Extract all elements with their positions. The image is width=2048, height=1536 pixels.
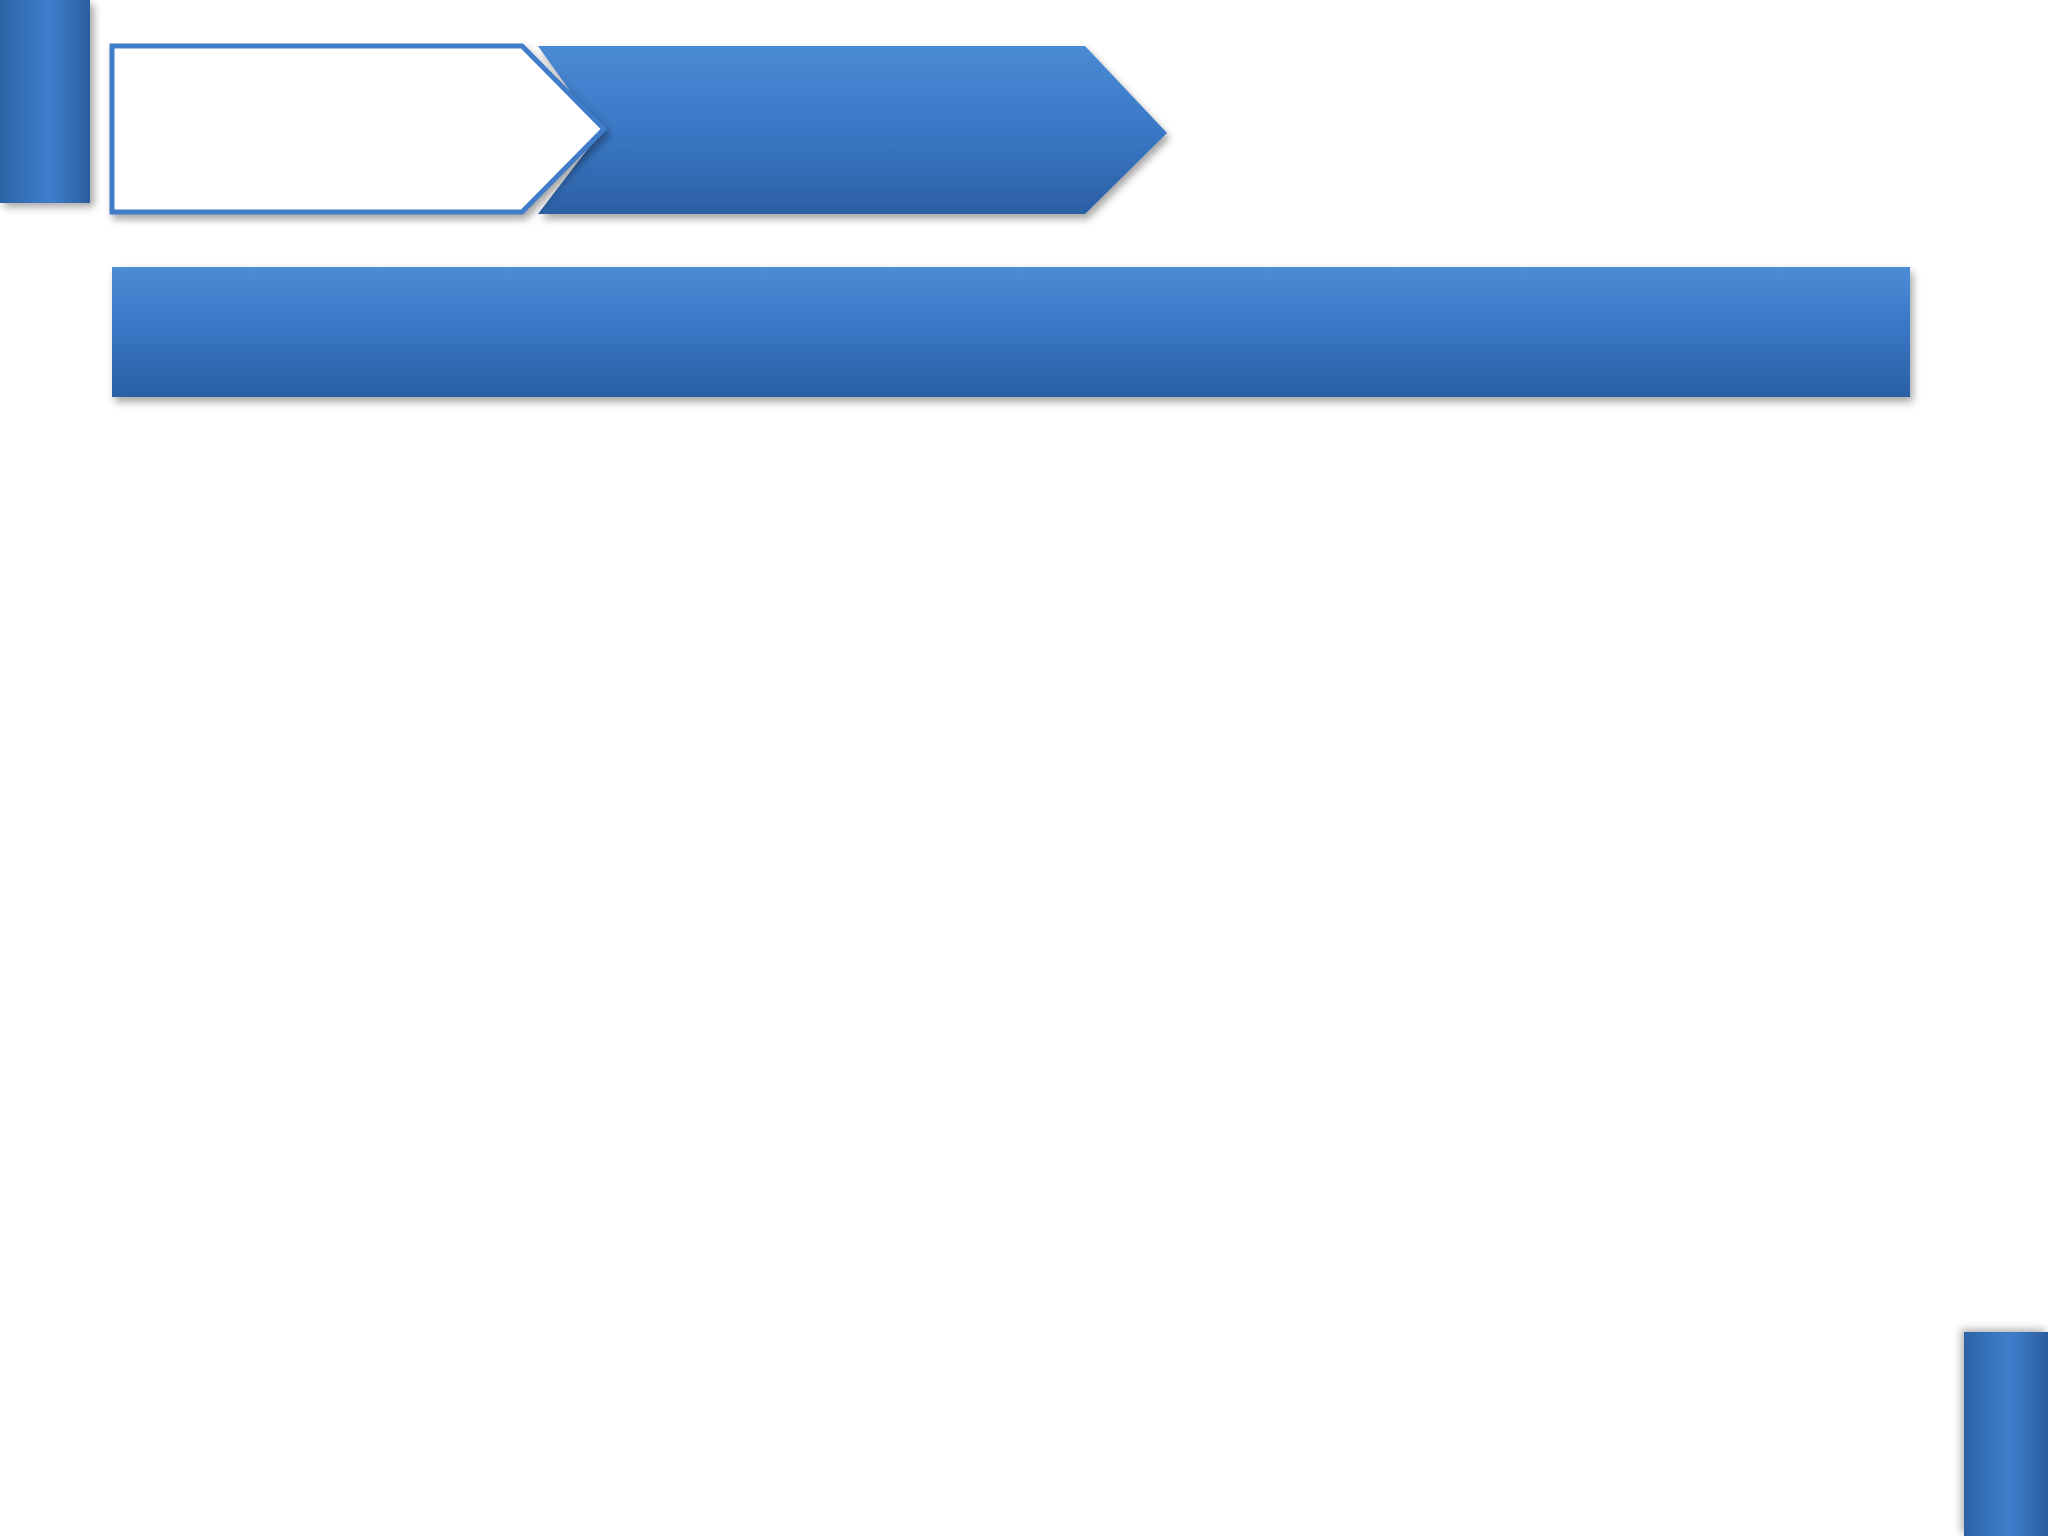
breadcrumb-step-current-shape xyxy=(112,46,604,212)
title-banner xyxy=(112,267,1910,397)
breadcrumb-step-next-shape xyxy=(538,46,1167,214)
corner-decoration-bottom-right xyxy=(1964,1332,2048,1536)
breadcrumb-chevrons xyxy=(0,0,1200,230)
